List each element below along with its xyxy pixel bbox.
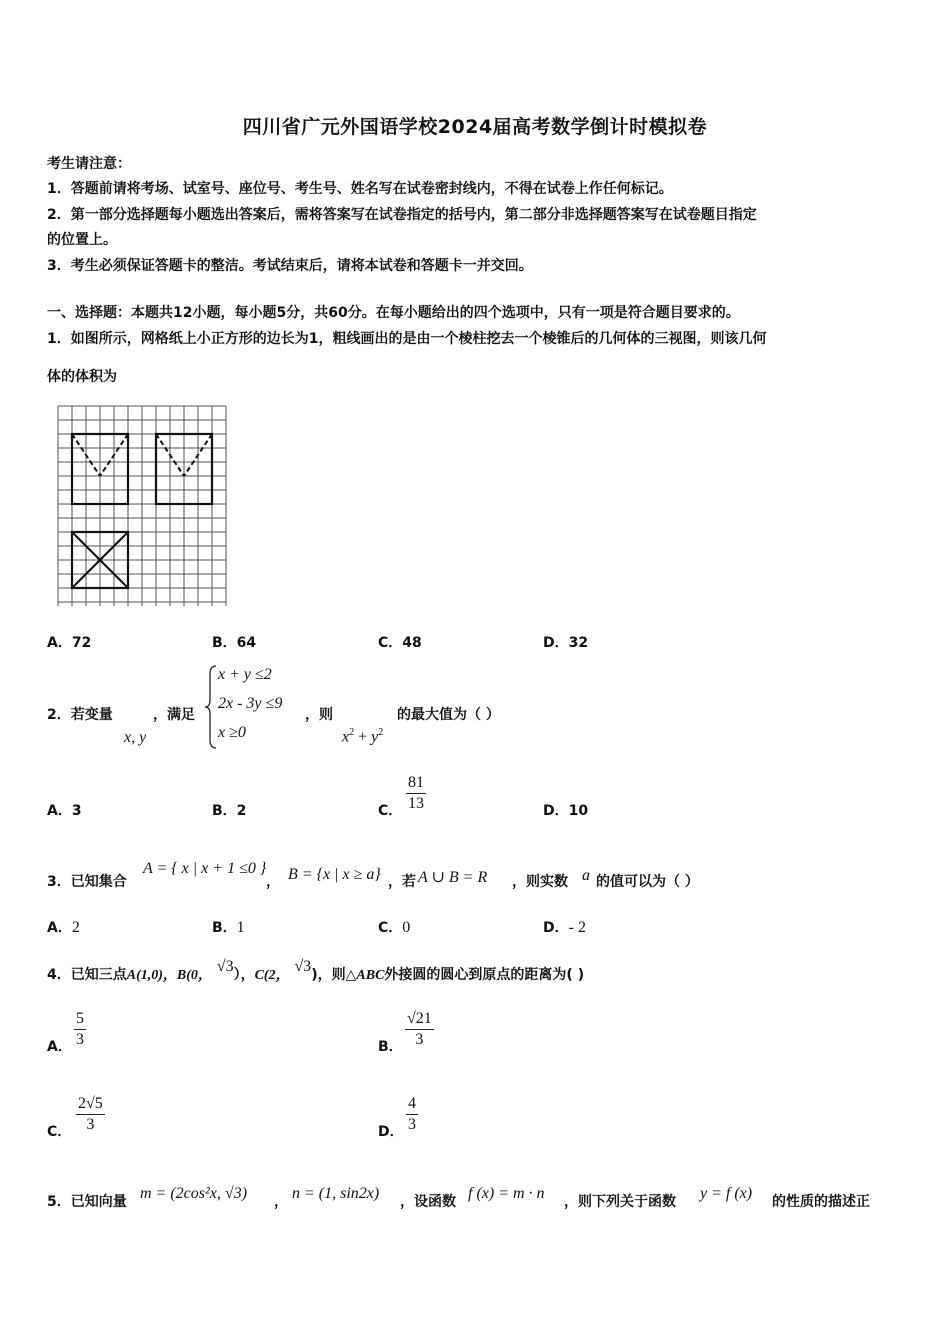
q4-sqrt-c: √3 xyxy=(294,958,312,975)
q2-stem-part2: ，满足 xyxy=(153,707,195,723)
q2-objective-expression: $x^2 + y^2$ xyxy=(342,727,384,746)
q4-option-d[interactable]: D． xyxy=(378,1124,404,1140)
q4-sqrt-b: √3 xyxy=(216,958,234,975)
q4-option-c[interactable]: C． xyxy=(47,1124,72,1140)
q3-variable: a xyxy=(582,867,590,884)
q2-option-d[interactable]: D．10 xyxy=(543,803,589,819)
q1-three-view-figure xyxy=(56,404,230,608)
q2-option-b[interactable]: B．2 xyxy=(212,803,247,819)
q3-stem-part4: 的值可以为（ ） xyxy=(596,874,699,890)
q2-stem-part1: 2．若变量 xyxy=(47,707,113,723)
q3-union-condition: A ∪ B = R xyxy=(418,869,488,886)
q5-stem-part3: ，则下列关于函数 xyxy=(564,1194,676,1210)
q5-comma: ， xyxy=(274,1194,288,1210)
q2-system-brace xyxy=(204,664,218,750)
q2-stem-part4: 的最大值为（ ） xyxy=(397,707,500,723)
notice-item-1: 1．答题前请将考场、试室号、座位号、考生号、姓名写在试卷密封线内，不得在试卷上作任何标记。 xyxy=(47,181,673,197)
page-title: 四川省广元外国语学校2024届高考数学倒计时模拟卷 xyxy=(242,116,708,138)
q4-option-a[interactable]: A． xyxy=(47,1039,72,1055)
q5-stem-part4: 的性质的描述正 xyxy=(772,1194,870,1210)
notice-item-3: 3．考生必须保证答题卡的整洁。考试结束后，请将本试卷和答题卡一并交回。 xyxy=(47,258,533,274)
section-heading: 一、选择题：本题共12小题，每小题5分，共60分。在每小题给出的四个选项中，只有一项是符合题目要求的。 xyxy=(47,305,740,321)
q4-option-d-fraction: 4 3 xyxy=(408,1095,416,1133)
q2-option-c-fraction: 81 13 xyxy=(408,774,424,812)
q2-constraint-2: 2x - 3y ≤9 xyxy=(218,695,283,712)
q4-option-b[interactable]: B． xyxy=(378,1039,403,1055)
q5-vector-m: m = (2cos²x, √3) xyxy=(140,1185,248,1202)
q1-option-b[interactable]: B．64 xyxy=(212,635,257,651)
q3-option-a[interactable]: A．2 xyxy=(47,919,80,936)
q3-option-d[interactable]: D．- 2 xyxy=(543,919,586,936)
q5-vector-n: n = (1, sin2x) xyxy=(292,1185,380,1202)
q2-constraint-3: x ≥0 xyxy=(218,724,246,741)
q3-set-b: B = {x | x ≥ a} xyxy=(288,866,381,883)
q2-stem-part3: ，则 xyxy=(305,707,333,723)
notice-heading: 考生请注意： xyxy=(47,156,131,172)
q3-option-b[interactable]: B．1 xyxy=(212,919,245,936)
q1-stem-line1: 1．如图所示，网格纸上小正方形的边长为1，粗线画出的是由一个棱柱挖去一个棱锥后的几何体的三视图，则该几何 xyxy=(47,331,767,347)
q3-comma: ， xyxy=(266,874,280,890)
q4-option-b-fraction: √21 3 xyxy=(407,1010,432,1048)
q1-option-d[interactable]: D．32 xyxy=(543,635,589,651)
q5-function-y: y = f (x) xyxy=(700,1185,753,1202)
q1-option-c[interactable]: C．48 xyxy=(378,635,422,651)
q4-option-a-fraction: 5 3 xyxy=(76,1010,84,1048)
q5-function-def: f (x) = m · n xyxy=(468,1185,545,1202)
q3-option-c[interactable]: C．0 xyxy=(378,919,411,936)
q2-variables: x, y xyxy=(124,729,147,746)
q2-option-c[interactable]: C． xyxy=(378,803,403,819)
q5-stem-part1: 5．已知向量 xyxy=(47,1194,127,1210)
q3-set-a: A = { x | x + 1 ≤0 } xyxy=(143,860,267,877)
q4-stem: 4．已知三点A(1,0)，B(0， √3），C(2， √3)，则△ABC外接圆的圆心到原点的距离为( ) xyxy=(47,958,585,983)
q3-stem-part2: ，若 xyxy=(388,874,416,890)
q4-option-c-fraction: 2√5 3 xyxy=(78,1095,103,1133)
q1-option-a[interactable]: A．72 xyxy=(47,635,92,651)
q2-constraint-1: x + y ≤2 xyxy=(218,666,272,683)
q5-stem-part2: ，设函数 xyxy=(400,1194,456,1210)
q3-stem-part3: ，则实数 xyxy=(512,874,568,890)
q2-option-a[interactable]: A．3 xyxy=(47,803,82,819)
q1-stem-line2: 体的体积为 xyxy=(47,369,117,385)
notice-item-2: 2．第一部分选择题每小题选出答案后，需将答案写在试卷指定的括号内，第二部分非选择题答案写在试卷题目指定 xyxy=(47,207,757,223)
notice-item-2-cont: 的位置上。 xyxy=(47,232,117,248)
q3-stem-part1: 3．已知集合 xyxy=(47,874,127,890)
